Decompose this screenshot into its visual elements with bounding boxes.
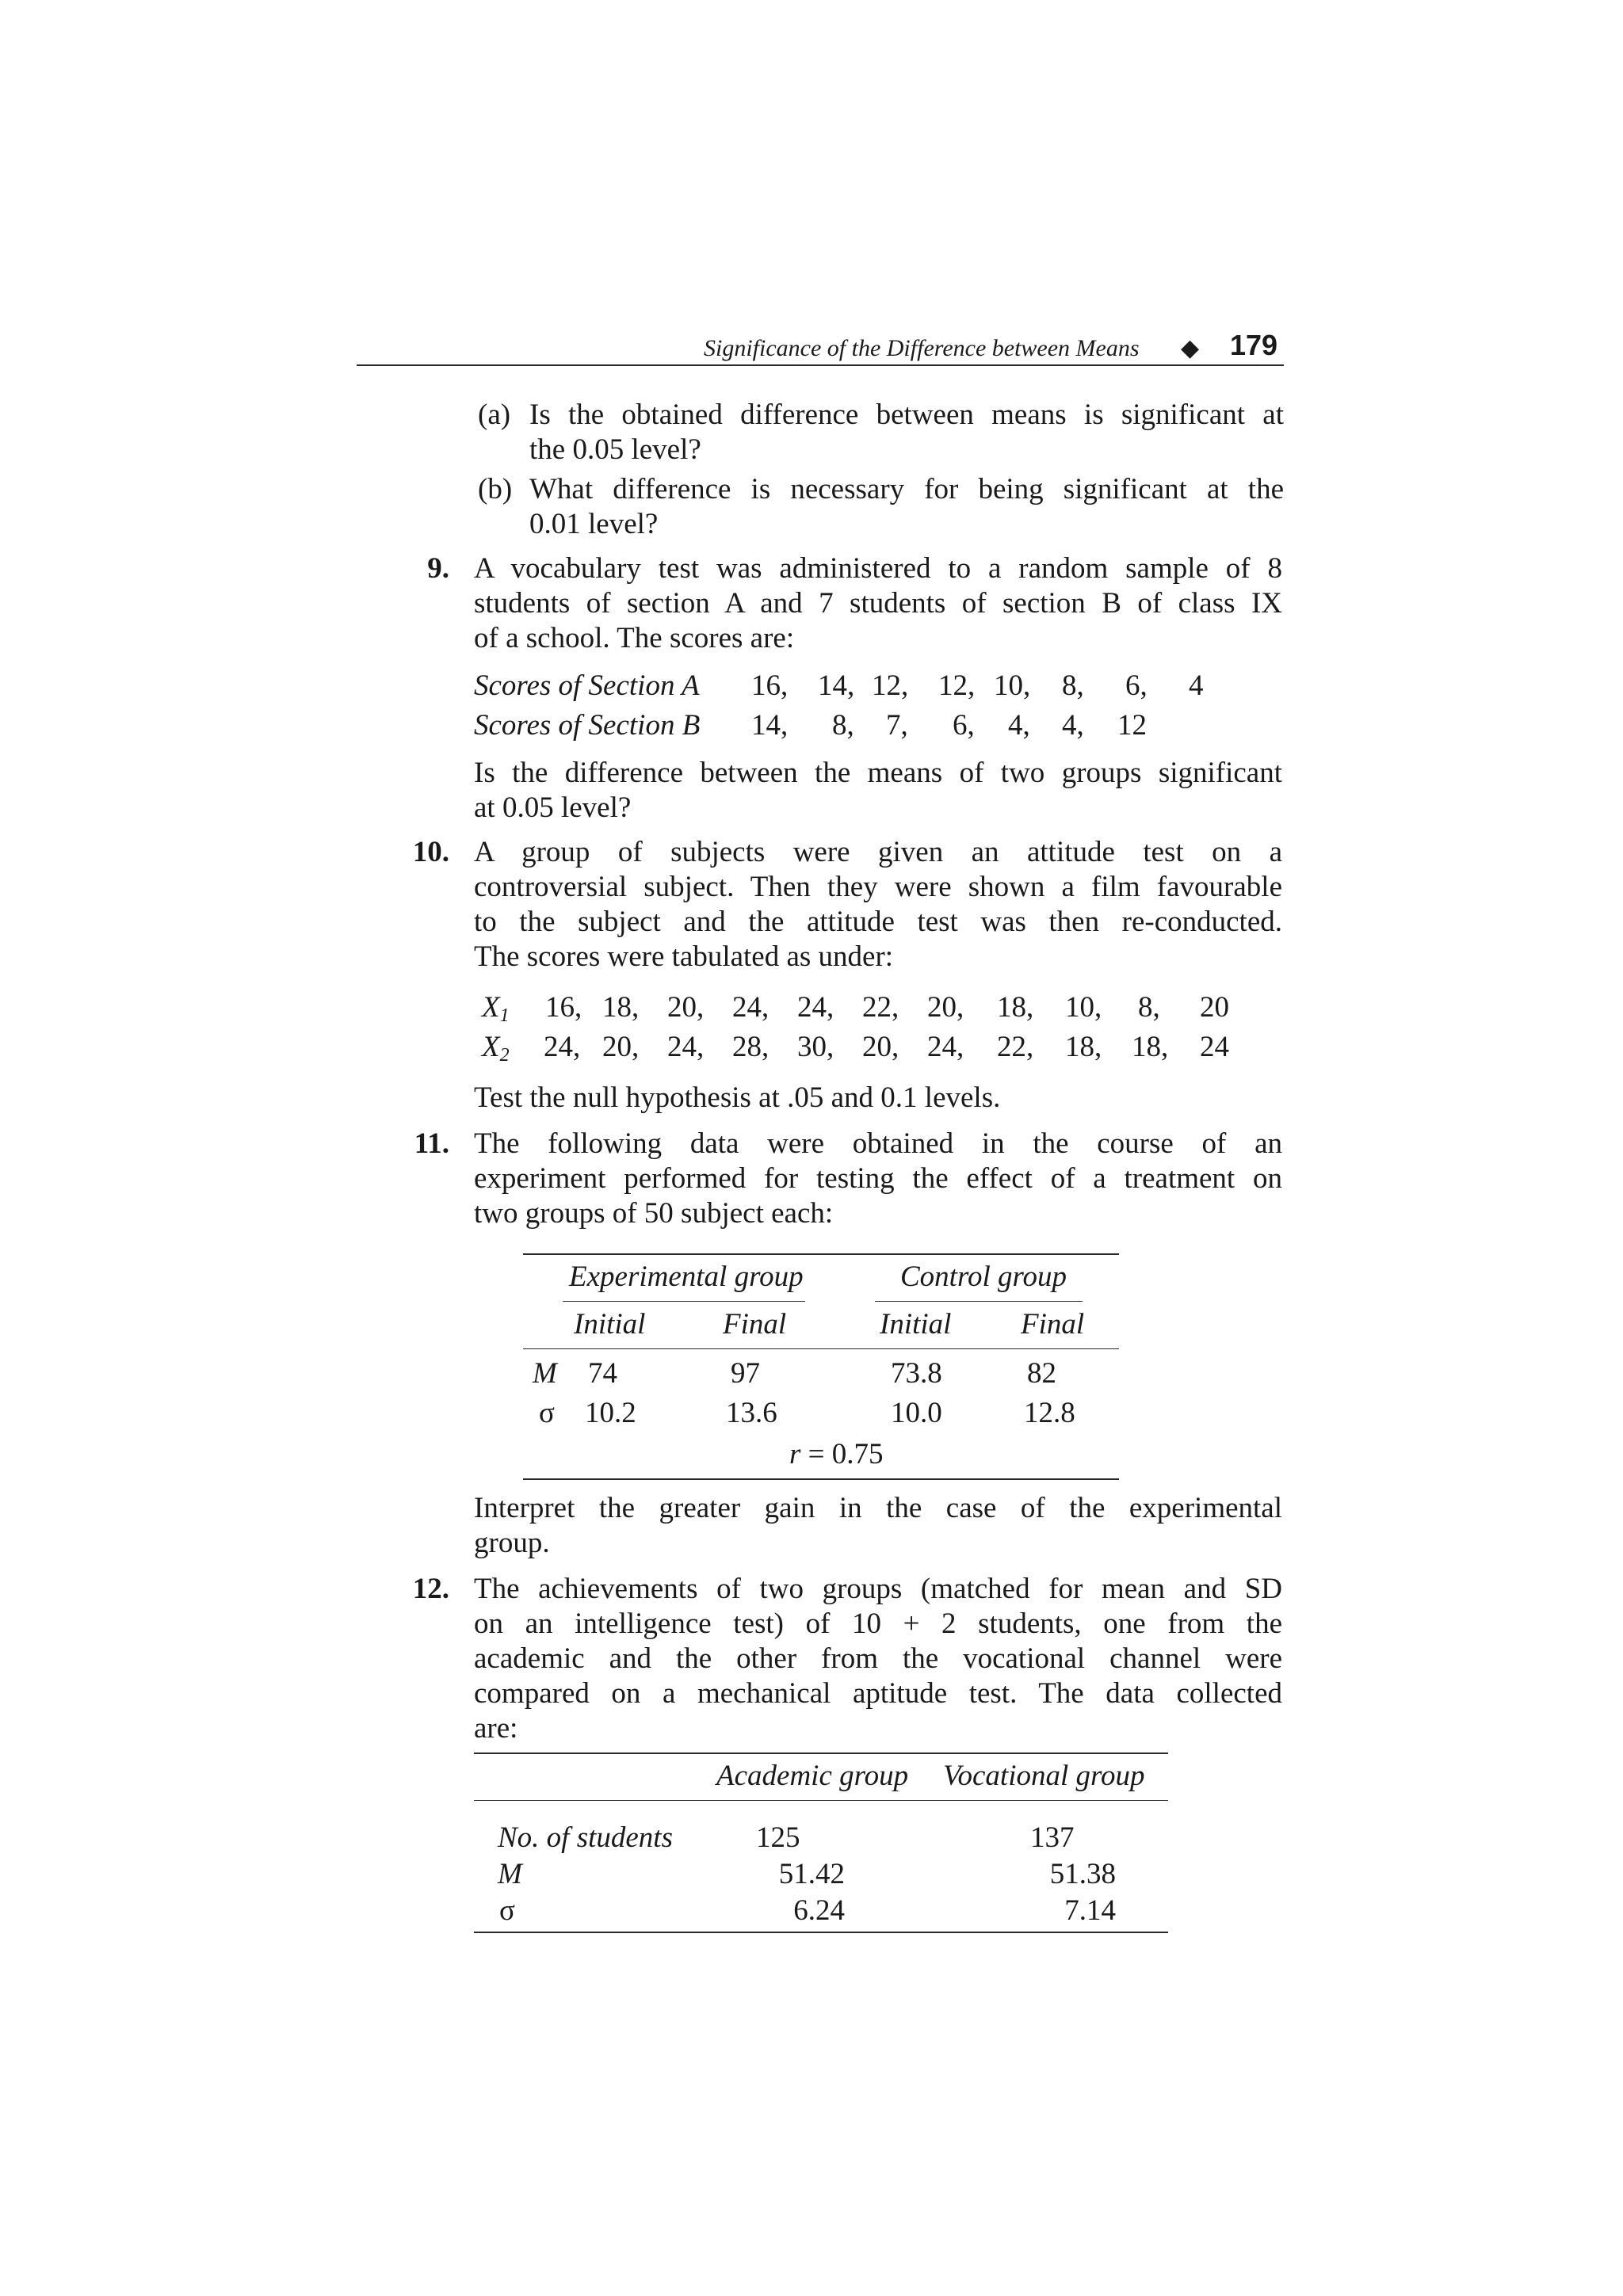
- q9-b-value: 4,: [1008, 709, 1030, 742]
- q10-line-1: A group of subjects were given an attitude test on a: [474, 836, 1282, 868]
- q12-line-2: on an intelligence test) of 10 + 2 students, one from the: [474, 1608, 1282, 1640]
- q9-b-value: 7,: [886, 709, 908, 742]
- q10-x2-value: 28,: [732, 1031, 769, 1063]
- q9-number: 9.: [427, 552, 449, 585]
- q9-after-line-1: Is the difference between the means of two groups significant: [474, 757, 1282, 789]
- q11-number: 11.: [414, 1127, 449, 1160]
- variable-subscript: 1: [499, 1005, 510, 1026]
- group-header-control: Control group: [900, 1261, 1067, 1293]
- q10-number: 10.: [412, 836, 449, 868]
- q10-after-line-1: Test the null hypothesis at .05 and 0.1 levels.: [474, 1081, 1001, 1114]
- q9-a-value: 14,: [818, 669, 855, 702]
- q11-line-3: two groups of 50 subject each:: [474, 1197, 834, 1230]
- correlation-footer: [789, 1437, 884, 1472]
- q10-line-4: The scores were tabulated as under:: [474, 940, 894, 973]
- table-cell: 82: [1027, 1357, 1056, 1390]
- q9-b-value: 6,: [953, 709, 975, 742]
- q10-x1-value: 16,: [545, 991, 582, 1024]
- q8-part-a-label: (a): [478, 399, 511, 431]
- q9-a-value: 4: [1189, 669, 1204, 702]
- q10-x2-value: 30,: [797, 1031, 834, 1063]
- table-cell: 137: [1030, 1821, 1075, 1854]
- q12-line-3: academic and the other from the vocational channel were: [474, 1642, 1282, 1675]
- q9-row-a-label: Scores of Section A: [474, 669, 700, 702]
- header-academic-group: Academic group: [716, 1760, 909, 1792]
- group-rule-experimental: [563, 1301, 805, 1302]
- row-label-sigma: σ: [499, 1894, 515, 1927]
- correlation-symbol: r: [789, 1438, 801, 1470]
- group-header-experimental: Experimental group: [569, 1261, 804, 1293]
- diamond-bullet-icon: ◆: [1181, 334, 1200, 362]
- q10-x1-value: 20: [1200, 991, 1229, 1024]
- q10-x2-value: 22,: [997, 1031, 1034, 1063]
- q9-b-value: 8,: [832, 709, 854, 742]
- q11-after-line-1: Interpret the greater gain in the case of the experimental: [474, 1492, 1282, 1524]
- table-cell: 51.38: [1049, 1858, 1116, 1890]
- table-cell: 74: [588, 1357, 617, 1390]
- q10-x1-value: 18,: [997, 991, 1034, 1024]
- q10-x1-value: 22,: [862, 991, 899, 1024]
- q11-line-2: experiment performed for testing the effect of a treatment on: [474, 1162, 1282, 1195]
- q10-x2-value: 24,: [927, 1031, 964, 1063]
- table-cell: 12.8: [1024, 1397, 1075, 1429]
- q12-line-4: compared on a mechanical aptitude test. The data collected: [474, 1677, 1282, 1710]
- q11-line-1: The following data were obtained in the course of an: [474, 1127, 1282, 1160]
- variable-symbol: X: [482, 991, 500, 1024]
- q9-a-value: 16,: [751, 669, 789, 702]
- table-top-rule: [523, 1253, 1119, 1255]
- running-title: Significance of the Difference between Means: [704, 335, 1140, 361]
- q12-line-1: The achievements of two groups (matched for mean and SD: [474, 1573, 1282, 1605]
- table-cell: 13.6: [726, 1397, 777, 1429]
- q11-after-line-2: group.: [474, 1527, 550, 1559]
- table-bottom-rule: [474, 1932, 1168, 1933]
- table-cell: 6.24: [793, 1894, 845, 1927]
- table-bottom-rule: [523, 1478, 1119, 1480]
- q10-line-2: controversial subject. Then they were shown a film favourable: [474, 871, 1282, 903]
- page-number: 179: [1230, 329, 1278, 361]
- q9-row-b-label: Scores of Section B: [474, 709, 701, 742]
- q10-row-x1-label: [482, 990, 510, 1025]
- q9-line-3: of a school. The scores are:: [474, 622, 795, 654]
- q8-part-b-label: (b): [478, 473, 513, 505]
- table-cell: 51.42: [778, 1858, 845, 1890]
- row-label-students: No. of students: [498, 1821, 673, 1854]
- q9-after-line-2: at 0.05 level?: [474, 791, 632, 824]
- table-cell: 7.14: [1064, 1894, 1116, 1927]
- q9-a-value: 10,: [994, 669, 1031, 702]
- q10-x2-value: 24: [1200, 1031, 1229, 1063]
- q10-row-x2-label: [482, 1030, 510, 1065]
- q10-x1-value: 20,: [667, 991, 705, 1024]
- q10-x2-value: 20,: [862, 1031, 899, 1063]
- sub-header-final: Final: [1021, 1308, 1085, 1341]
- q8-part-a-line-1: Is the obtained difference between means is significant at: [529, 399, 1284, 431]
- sub-header-final: Final: [723, 1308, 787, 1341]
- row-label-mean: M: [498, 1858, 522, 1890]
- row-label-sigma: σ: [539, 1397, 555, 1429]
- row-label-mean: M: [533, 1357, 557, 1390]
- q9-a-value: 8,: [1062, 669, 1084, 702]
- table-cell: 97: [731, 1357, 760, 1390]
- q10-x1-value: 10,: [1065, 991, 1102, 1024]
- q8-part-b-line-2: 0.01 level?: [529, 508, 659, 540]
- q10-x1-value: 8,: [1138, 991, 1160, 1024]
- variable-symbol: X: [482, 1031, 500, 1063]
- header-rule: [357, 364, 1284, 366]
- q9-b-value: 14,: [751, 709, 789, 742]
- table-cell: 10.0: [891, 1397, 942, 1429]
- q9-a-value: 6,: [1125, 669, 1148, 702]
- header-bottom-rule: [523, 1348, 1119, 1349]
- q9-line-2: students of section A and 7 students of section B of class IX: [474, 587, 1282, 620]
- q9-b-value: 4,: [1062, 709, 1084, 742]
- q9-b-value: 12: [1117, 709, 1147, 742]
- q9-a-value: 12,: [872, 669, 909, 702]
- q10-x2-value: 24,: [544, 1031, 581, 1063]
- q8-part-a-line-2: the 0.05 level?: [529, 433, 701, 466]
- q8-part-b-line-1: What difference is necessary for being significant at the: [529, 473, 1284, 505]
- header-bottom-rule: [474, 1800, 1168, 1801]
- q10-x2-value: 24,: [667, 1031, 705, 1063]
- q10-x1-value: 24,: [732, 991, 769, 1024]
- header-vocational-group: Vocational group: [943, 1760, 1145, 1792]
- sub-header-initial: Initial: [880, 1308, 952, 1341]
- q10-x1-value: 18,: [602, 991, 640, 1024]
- sub-header-initial: Initial: [574, 1308, 646, 1341]
- q10-line-3: to the subject and the attitude test was then re-conducted.: [474, 906, 1282, 938]
- q12-number: 12.: [412, 1573, 449, 1605]
- table-cell: 73.8: [891, 1357, 942, 1390]
- correlation-value: = 0.75: [808, 1438, 884, 1470]
- q12-line-5: are:: [474, 1712, 518, 1745]
- table-cell: 10.2: [585, 1397, 636, 1429]
- variable-subscript: 2: [499, 1045, 510, 1066]
- q10-x1-value: 20,: [927, 991, 964, 1024]
- q10-x2-value: 20,: [602, 1031, 640, 1063]
- q10-x2-value: 18,: [1065, 1031, 1102, 1063]
- q9-a-value: 12,: [938, 669, 976, 702]
- q9-line-1: A vocabulary test was administered to a random sample of 8: [474, 552, 1282, 585]
- group-rule-control: [875, 1301, 1083, 1302]
- q10-x1-value: 24,: [797, 991, 834, 1024]
- table-cell: 125: [756, 1821, 800, 1854]
- table-top-rule: [474, 1753, 1168, 1754]
- q10-x2-value: 18,: [1132, 1031, 1169, 1063]
